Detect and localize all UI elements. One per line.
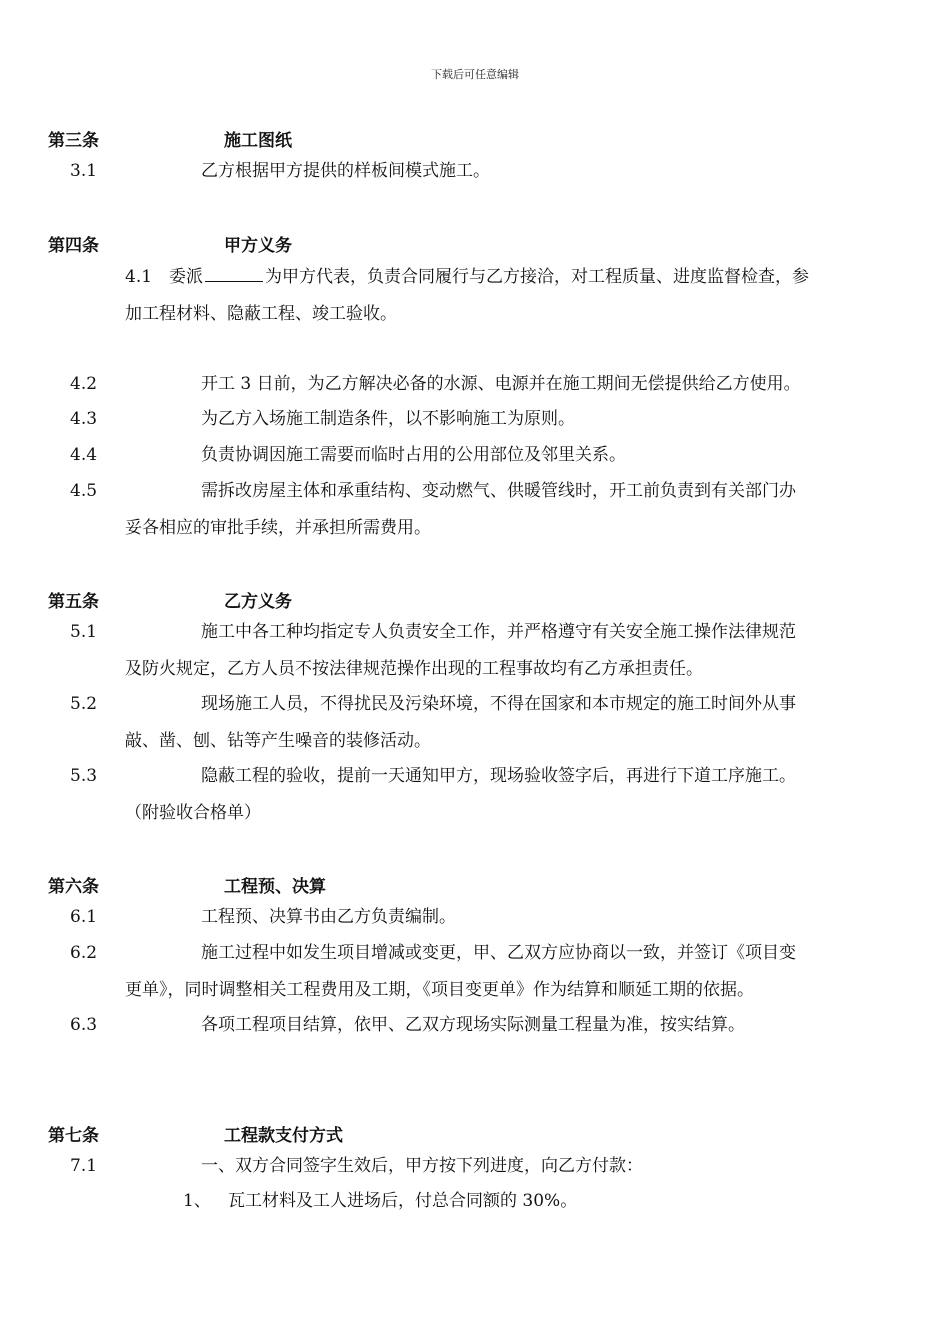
clause-text: 开工 3 日前，为乙方解决必备的水源、电源并在施工期间无偿提供给乙方使用。 [201, 374, 801, 394]
clause-number: 7.1 [70, 1156, 98, 1176]
article-number: 第三条 [48, 131, 99, 151]
clause-text: 施工中各工种均指定专人负责安全工作，并严格遵守有关安全施工操作法律规范 [201, 622, 796, 642]
clause-text: 为甲方代表，负责合同履行与乙方接洽，对工程质量、进度监督检查，参 [265, 267, 810, 287]
clause-continuation: （附验收合格单） [125, 803, 261, 823]
article-heading: 甲方义务 [224, 236, 292, 256]
clause-continuation: 及防火规定，乙方人员不按法律规范操作出现的工程事故均有乙方承担责任。 [125, 659, 703, 679]
clause-number: 4.2 [70, 374, 98, 394]
clause-continuation: 更单》，同时调整相关工程费用及工期，《项目变更单》作为结算和顺延工期的依据。 [125, 980, 754, 1000]
article-number: 第四条 [48, 236, 99, 256]
article-title-6 [48, 872, 326, 897]
article-heading: 工程款支付方式 [224, 1126, 343, 1146]
clause-text: 工程预、决算书由乙方负责编制。 [201, 907, 456, 927]
article-title-7 [48, 1121, 343, 1146]
clause-number: 6.2 [70, 943, 98, 963]
clause-text: 需拆改房屋主体和承重结构、变动燃气、供暖管线时，开工前负责到有关部门办 [201, 481, 796, 501]
clause-number: 4.5 [70, 481, 98, 501]
clause-text: 一、双方合同签字生效后，甲方按下列进度，向乙方付款： [201, 1156, 643, 1176]
article-heading: 乙方义务 [224, 592, 292, 612]
sub-item-number: 1、 [183, 1191, 211, 1211]
article-title-4 [48, 231, 292, 256]
page-header: 下载后可任意编辑 [431, 68, 519, 81]
clause-text: 各项工程项目结算，依甲、乙双方现场实际测量工程量为准，按实结算。 [201, 1015, 745, 1035]
clause-number: 3.1 [70, 161, 98, 181]
article-number: 第五条 [48, 592, 99, 612]
clause-number: 6.1 [70, 907, 98, 927]
article-heading: 工程预、决算 [224, 877, 326, 897]
sub-item-text: 瓦工材料及工人进场后，付总合同额的 30%。 [228, 1191, 578, 1211]
clause-continuation: 敲、凿、刨、钻等产生噪音的装修活动。 [125, 731, 431, 751]
clause-continuation: 加工程材料、隐蔽工程、竣工验收。 [125, 304, 397, 324]
clause-number: 5.1 [70, 622, 98, 642]
article-title-3 [48, 126, 292, 151]
clause-text: 施工过程中如发生项目增减或变更，甲、乙双方应协商以一致，并签订《项目变 [201, 943, 796, 963]
article-heading: 施工图纸 [224, 131, 292, 151]
blank-underline [205, 265, 263, 282]
article-number: 第六条 [48, 877, 99, 897]
clause-text: 乙方根据甲方提供的样板间模式施工。 [201, 161, 490, 181]
clause-text: 为乙方入场施工制造条件，以不影响施工为原则。 [201, 409, 575, 429]
clause-continuation: 妥各相应的审批手续，并承担所需费用。 [125, 518, 431, 538]
clause-text: 隐蔽工程的验收，提前一天通知甲方，现场验收签字后，再进行下道工序施工。 [201, 766, 796, 786]
clause-4-1 [125, 265, 809, 288]
clause-text: 现场施工人员，不得扰民及污染环境，不得在国家和本市规定的施工时间外从事 [201, 694, 796, 714]
clause-number: 6.3 [70, 1015, 98, 1035]
clause-number: 5.3 [70, 766, 98, 786]
clause-prefix: 4.1 委派 [125, 267, 204, 287]
clause-text: 负责协调因施工需要而临时占用的公用部位及邻里关系。 [201, 445, 626, 465]
clause-number: 5.2 [70, 694, 98, 714]
article-title-5 [48, 587, 292, 612]
article-number: 第七条 [48, 1126, 99, 1146]
clause-number: 4.4 [70, 445, 98, 465]
clause-number: 4.3 [70, 409, 98, 429]
